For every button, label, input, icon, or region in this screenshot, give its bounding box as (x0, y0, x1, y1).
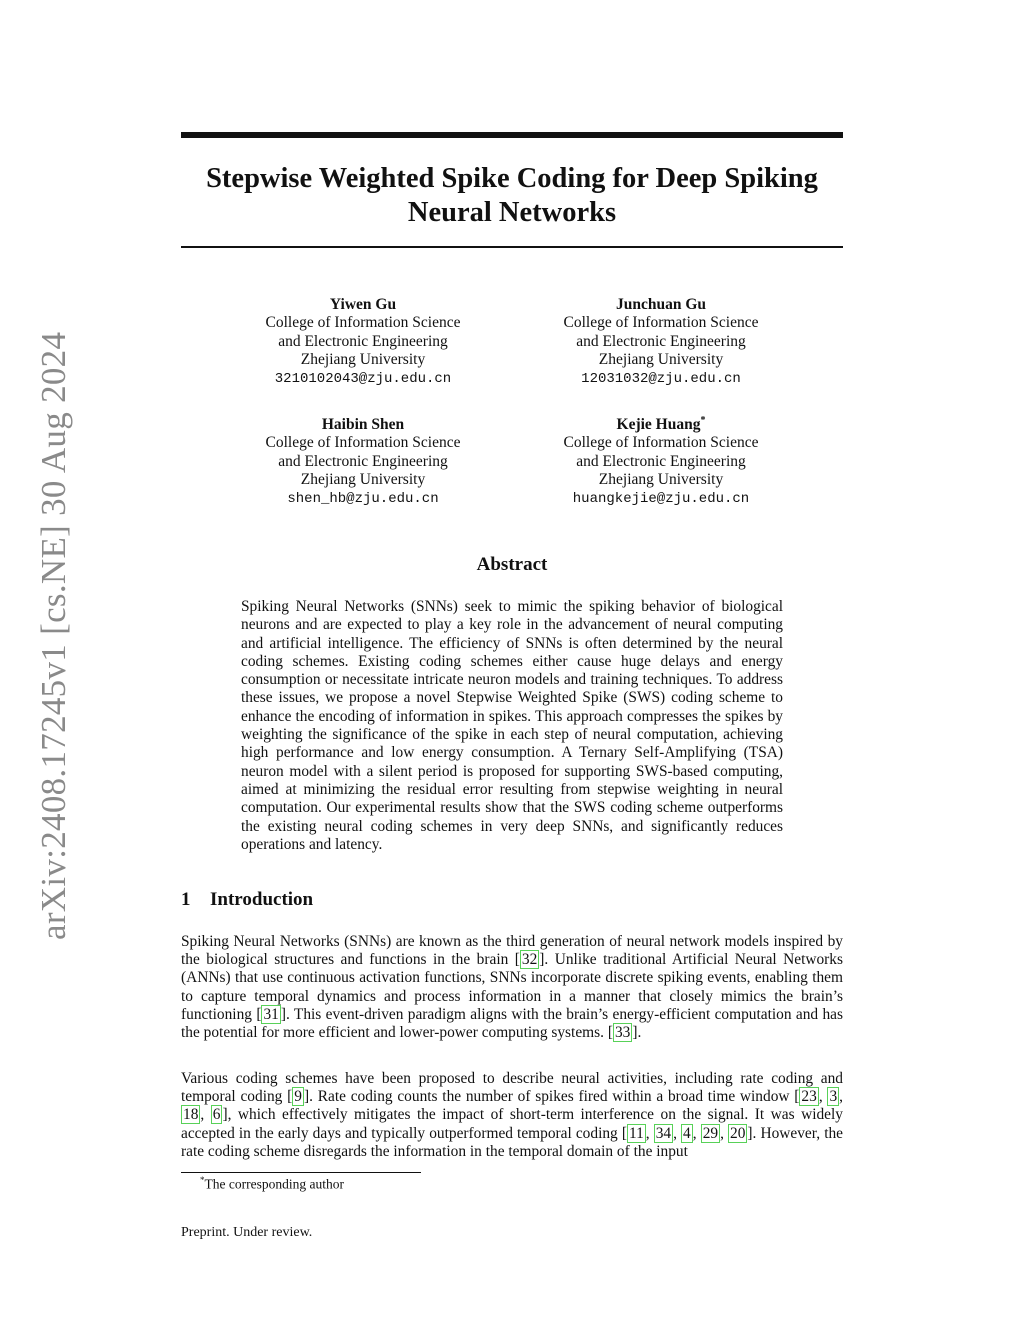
citation-link (181, 1105, 200, 1124)
section-number: 1 (181, 889, 191, 910)
paragraph-text: Various coding schemes have been proposed to describe neural activities, including rate coding and temporal coding (181, 1070, 843, 1106)
author-email[interactable]: shen_hb@zju.edu.cn (287, 490, 439, 507)
citation-link (520, 950, 539, 969)
citation-link (292, 1087, 304, 1106)
author-block (213, 416, 513, 508)
paragraph-text: . Rate coding counts the number of spikes fired within a broad time window (309, 1088, 795, 1106)
author-affiliation: and Electronic Engineering (278, 452, 448, 470)
citation[interactable]: 32 (521, 951, 538, 969)
title-rule-top (181, 132, 843, 138)
citation-link (728, 1124, 747, 1143)
author-block (511, 296, 811, 388)
paragraph-text: , which effectively mitigates the impact of short-term interference on the signal. It was widely accepted in the early days and typically outperformed temporal coding (181, 1106, 843, 1142)
citation[interactable]: 11 (628, 1124, 644, 1142)
paragraph-text: . However, the rate coding scheme disregards the information in the temporal domain of the input (181, 1124, 843, 1160)
corresponding-author-mark[interactable]: * (700, 414, 706, 426)
paragraph-text: . This event-driven paradigm aligns with the brain’s energy-efficient computation and has the potential for more efficient and lower-power computing systems. (181, 1005, 843, 1042)
paragraph-text: . Unlike traditional Artificial Neural Networks (ANNs) that use continuous activation functions, SNNs incorporate discrete spiking events, enabling them to capture temporal dynamics and process information in a manner that closely mimics the brain’s functioning (181, 951, 843, 1023)
citation-link (211, 1105, 223, 1124)
section-title: Introduction (210, 889, 314, 910)
author-block (511, 416, 811, 508)
citation-link (681, 1124, 693, 1143)
footnote (200, 1175, 344, 1193)
citation[interactable]: 31 (263, 1005, 279, 1023)
author-name: Haibin Shen (321, 416, 405, 433)
author-name: Junchuan Gu (615, 296, 707, 313)
citation[interactable]: 20 (730, 1124, 746, 1142)
author-email[interactable]: 12031032@zju.edu.cn (581, 370, 741, 387)
author-affiliation: Zhejiang University (598, 351, 724, 369)
intro-paragraph-2: Various coding schemes have been proposed to describe neural activities, including rate coding and temporal coding [ 9 ]. Rate coding counts the number of spikes fired within a broad time window [ 23 , 3 , 18 , 6 ], which effectively mitigates the impact of short-term interference on the signal. It was widely accepted in the early days and typically outperformed temporal coding [ 11 , 34 , 4 , 29 , 20 ]. However, the rate coding scheme disregards the information in the temporal domain of the input (181, 1070, 843, 1160)
author-affiliation: College of Information Science (563, 314, 759, 332)
author-affiliation: Zhejiang University (598, 471, 724, 489)
citation[interactable]: 29 (702, 1124, 719, 1142)
citation-link (627, 1124, 646, 1143)
citation[interactable]: 18 (183, 1106, 199, 1124)
abstract-text: Spiking Neural Networks (SNNs) seek to mimic the spiking behavior of biological neurons and are expected to play a key role in the advancement of neural computing and artificial intelligence. The efficiency of SNNs is often determined by the neural coding schemes. Existing coding schemes either cause huge delays and energy consumption or necessitate intricate neuron models and training techniques. To address these issues, we propose a novel Stepwise Weighted Spike (SWS) coding scheme to enhance the encoding of information in spikes. This approach compresses the spikes by weighting the significance of the spike in each step of neural computation, achieving high performance and low energy consumption. A Ternary Self-Amplifying (TSA) neuron model with a silent period is proposed for supporting SWS-based computing, aimed at minimizing the residual error resulting from stepwise weighting in neural computation. Our experimental results show that the SWS coding scheme outperforms the existing neural coding schemes in very deep SNNs, and significantly reduces operations and latency. (241, 598, 783, 853)
author-name: Yiwen Gu (329, 296, 397, 313)
citation-link (799, 1087, 818, 1106)
citation[interactable]: 9 (294, 1088, 302, 1106)
author-affiliation: College of Information Science (265, 314, 461, 332)
arxiv-identifier: arXiv:2408.17245v1 [cs.NE] 30 Aug 2024 (34, 331, 73, 940)
citation[interactable]: 6 (212, 1106, 221, 1124)
intro-paragraph-1: Spiking Neural Networks (SNNs) are known as the third generation of neural network models inspired by the biological structures and functions in the brain [ 32 ]. Unlike traditional Artificial Neural Networks (ANNs) that use continuous activation functions, SNNs incorporate discrete spiking events, enabling them to capture temporal dynamics and process information in a manner that closely mimics the brain’s functioning [ 31 ]. This event-driven paradigm aligns with the brain’s energy-efficient computation and has the potential for more efficient and lower-power computing systems. [ 33 ]. (181, 933, 843, 1042)
paragraph-text: . (637, 1024, 642, 1042)
author-affiliation: and Electronic Engineering (576, 452, 746, 470)
citation[interactable]: 3 (829, 1088, 838, 1106)
abstract-heading: Abstract (476, 554, 548, 575)
citation-link (261, 1005, 280, 1024)
title-rule-bottom (181, 246, 843, 248)
citation-link (827, 1087, 839, 1106)
author-affiliation: College of Information Science (563, 434, 759, 452)
author-affiliation: Zhejiang University (300, 351, 426, 369)
paragraph-text: Spiking Neural Networks (SNNs) are known as the third generation of neural network models inspired by the biological structures and functions in the brain (181, 933, 843, 969)
citation[interactable]: 4 (683, 1124, 691, 1142)
author-name-text: Kejie Huang (616, 416, 701, 433)
citation-link (701, 1124, 720, 1143)
section-heading (181, 889, 313, 911)
author-email[interactable]: huangkejie@zju.edu.cn (572, 490, 750, 507)
author-affiliation: College of Information Science (265, 434, 461, 452)
author-affiliation: and Electronic Engineering (576, 332, 746, 350)
author-affiliation: and Electronic Engineering (278, 332, 448, 350)
citation[interactable]: 23 (801, 1088, 817, 1106)
author-email[interactable]: 3210102043@zju.edu.cn (274, 370, 452, 387)
footnote-rule (181, 1172, 421, 1173)
footnote-mark: * (200, 1175, 205, 1185)
page-footer: Preprint. Under review. (181, 1225, 313, 1240)
paper-title: Stepwise Weighted Spike Coding for Deep Spiking Neural Networks (206, 163, 818, 228)
footnote-text: The corresponding author (204, 1176, 344, 1192)
citation-link (613, 1023, 632, 1042)
author-block (213, 296, 513, 388)
author-affiliation: Zhejiang University (300, 471, 426, 489)
author-name (511, 416, 811, 434)
citation-link (654, 1124, 673, 1143)
citation[interactable]: 34 (655, 1124, 672, 1142)
citation[interactable]: 33 (614, 1024, 631, 1042)
